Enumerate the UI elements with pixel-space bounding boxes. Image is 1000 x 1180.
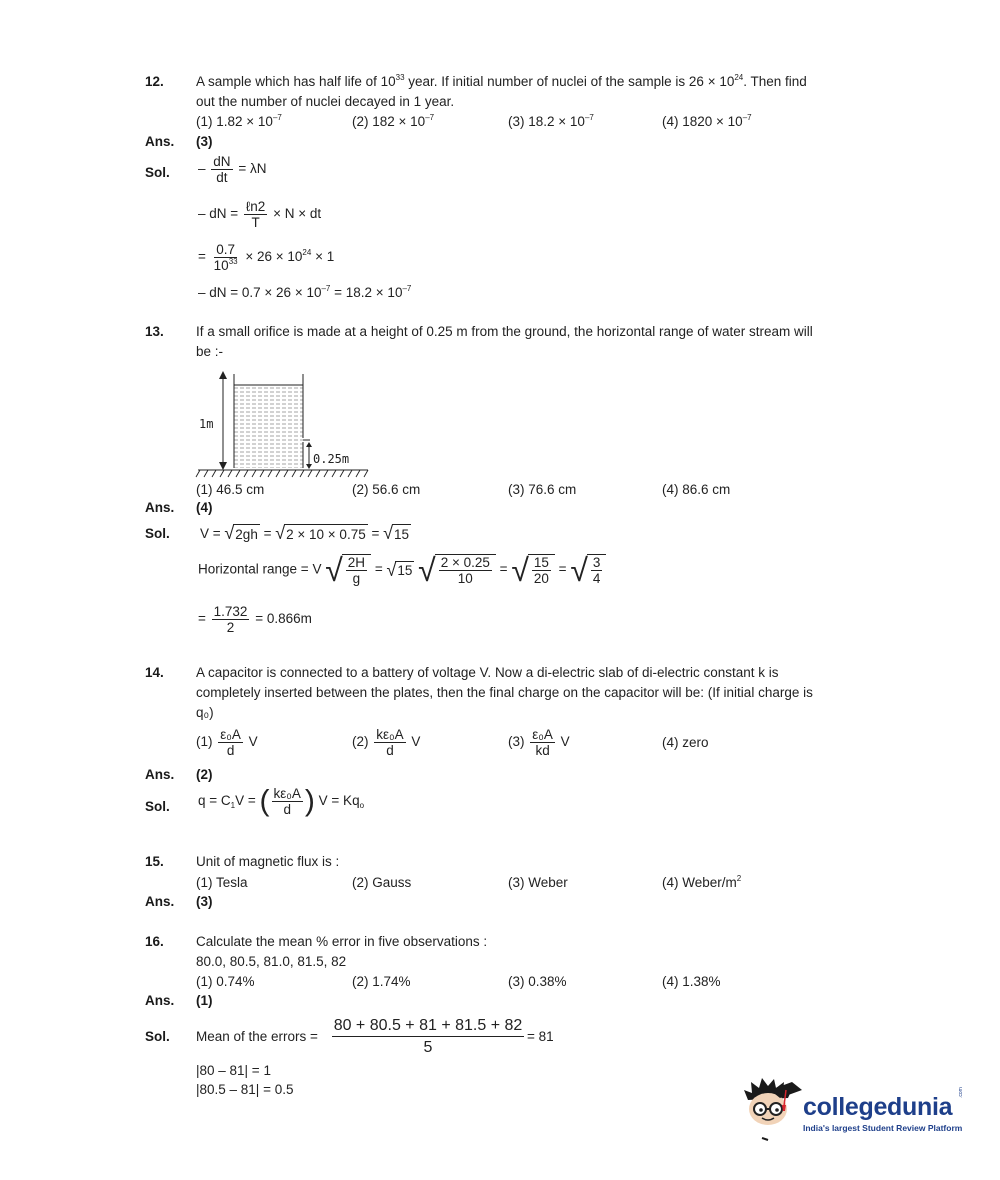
q12-sol-line4: – dN = $0.7 \times 26 \times 10^{-7} = 18.2 \times 10^{-7}$ (198, 284, 412, 300)
ground-hatch (196, 470, 368, 477)
q13-sol-line3: = $\frac{1.732}{2}$ = 0.866m (198, 604, 312, 635)
q13-number: 13. (145, 324, 164, 339)
q16-sol-line2: |80 – 81| = 1 (196, 1063, 271, 1078)
q16-option-4: (4) 1.38% (662, 974, 721, 989)
q14-option-3: (3) $\frac{\text{ε₀A}}{kd}$ V (508, 727, 570, 758)
q12-text-line1: A sample which has half life of $10^{33}$ year. If initial number of nuclei of the sample is $26 \times 10^{24}$. Then find (196, 73, 807, 89)
q13-text-line2: be :- (196, 344, 224, 359)
q13-option-2: (2) 56.6 cm (352, 482, 421, 497)
q15-number: 15. (145, 854, 164, 869)
q16-ans-label: Ans. (145, 993, 175, 1008)
q15-text: Unit of magnetic flux is : (196, 854, 340, 869)
q13-option-1: (1) 46.5 cm (196, 482, 265, 497)
fig-orifice-label: 0.25m (313, 452, 350, 466)
q13-sol-line1: V = √ 2gh = √ 2 × 10 × 0.75 = √ 15 (200, 523, 410, 543)
q12-answer: (3) (196, 134, 213, 149)
q14-answer: (2) (196, 767, 213, 782)
tank-diagram (192, 366, 382, 482)
q16-text-line1: Calculate the mean % error in five observations : (196, 934, 488, 949)
logo-wordmark: collegedunia (803, 1093, 953, 1121)
q14-option-1: (1) $\frac{\text{ε₀A}}{d}$ V (196, 727, 258, 758)
collegedunia-mascot-icon (740, 1076, 804, 1144)
q12-sol-line3: = $\frac{0.7}{10^{33}}$ × $26 \times 10^{24} \times 1$ (198, 242, 335, 273)
q13-sol-line2: Horizontal range = V √ $\frac{2H}{g}$ = √ 15 √ $\frac{2 \times 0.25}{10}$ = √ $\frac{15}{20}$ = √ $\frac{3}{4}$ (198, 554, 606, 586)
q12-option-3: (3) $18.2 \times 10^{-7}$ (508, 113, 594, 129)
q12-ans-label: Ans. (145, 134, 175, 149)
q16-option-1: (1) 0.74% (196, 974, 255, 989)
q16-answer: (1) (196, 993, 213, 1008)
q14-text-line2: completely inserted between the plates, then the final charge on the capacitor will be: (If initial charge is (196, 685, 813, 700)
q16-number: 16. (145, 934, 164, 949)
q14-number: 14. (145, 665, 164, 680)
q15-ans-label: Ans. (145, 894, 175, 909)
q14-sol-label: Sol. (145, 799, 170, 814)
logo-com-suffix: .com (958, 1087, 964, 1098)
q16-option-2: (2) 1.74% (352, 974, 411, 989)
q14-sol-line1: $q = C_1V$ = ( $\frac{\text{kε₀A}}{d}$ ) $V = Kq_o$ (198, 784, 365, 818)
q13-ans-label: Ans. (145, 500, 175, 515)
q12-text-line2: out the number of nuclei decayed in 1 year. (196, 94, 455, 109)
q12-option-2: (2) $182 \times 10^{-7}$ (352, 113, 435, 129)
q15-option-4: (4) Weber/$m^2$ (662, 874, 742, 890)
q12-number: 12. (145, 74, 164, 89)
q12-sol-line2: – dN = $\frac{\text{ℓn2}}{T}$ × N × dt (198, 199, 322, 230)
q16-text-line2: 80.0, 80.5, 81.0, 81.5, 82 (196, 954, 347, 969)
q15-option-2: (2) Gauss (352, 875, 412, 890)
q12-option-1: (1) $1.82 \times 10^{-7}$ (196, 113, 282, 129)
q13-option-3: (3) 76.6 cm (508, 482, 577, 497)
q12-sol-label: Sol. (145, 165, 170, 180)
q15-option-3: (3) Weber (508, 875, 568, 890)
fig-height-label: 1m (199, 417, 214, 431)
q14-ans-label: Ans. (145, 767, 175, 782)
q14-text-line1: A capacitor is connected to a battery of voltage V. Now a di-electric slab of di-electric constant k is (196, 665, 779, 680)
q13-option-4: (4) 86.6 cm (662, 482, 731, 497)
q16-sol-mean-value: = 81 (527, 1029, 554, 1044)
q16-sol-mean-label: Mean of the errors = (196, 1029, 318, 1044)
logo-tagline: India's largest Student Review Platform (803, 1123, 963, 1133)
q15-answer: (3) (196, 894, 213, 909)
q13-sol-label: Sol. (145, 526, 170, 541)
q14-text-line3: q₀) (196, 705, 214, 720)
q15-option-1: (1) Tesla (196, 875, 248, 890)
q16-sol-fraction: 80 + 80.5 + 81 + 81.5 + 82 5 (333, 1017, 523, 1056)
q16-sol-label: Sol. (145, 1029, 170, 1044)
q14-option-4: (4) zero (662, 735, 709, 750)
q12-option-4: (4) $1820 \times 10^{-7}$ (662, 113, 752, 129)
q14-option-2: (2) $\frac{\text{kε₀A}}{d}$ V (352, 727, 421, 758)
q13-text-line1: If a small orifice is made at a height of 0.25 m from the ground, the horizontal range of water stream will (196, 324, 813, 339)
water-fill (234, 385, 303, 468)
q16-sol-line3: |80.5 – 81| = 0.5 (196, 1082, 294, 1097)
q13-answer: (4) (196, 500, 213, 515)
q12-sol-line1: – $\frac{dN}{dt}$ = λN (198, 154, 267, 185)
q16-option-3: (3) 0.38% (508, 974, 567, 989)
